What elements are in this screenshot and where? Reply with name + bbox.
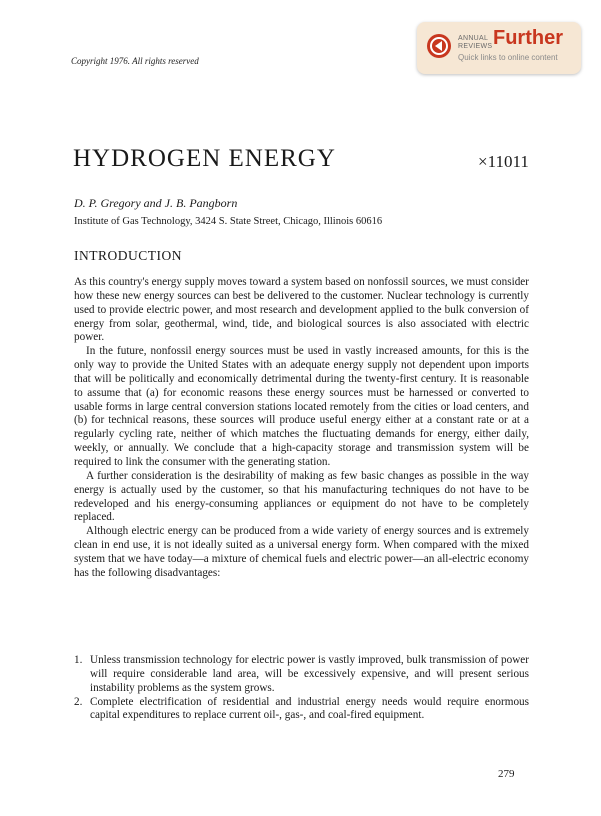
annual-reviews-further-badge[interactable] (417, 22, 581, 74)
author-affiliation: Institute of Gas Technology, 3424 S. State Street, Chicago, Illinois 60616 (74, 216, 383, 227)
article-authors: D. P. Gregory and J. B. Pangborn (74, 196, 238, 210)
section-heading: INTRODUCTION (74, 248, 182, 263)
article-code: ×11011 (478, 152, 529, 171)
article-body (74, 276, 529, 581)
list-item (74, 654, 529, 696)
paragraph: In the future, nonfossil energy sources must be used in vastly increased amounts, for this is the only way to provide the United States with an adequate energy supply not dependent upon imports that will be politically and economically detrimental during the twenty-first century. It is reasonable to assume that (a) for economic reasons these energy sources must be harnessed or converted to usable forms in large central conversion stations located remotely from the cities or load centers, and (b) for technical reasons, these sources will produce useful energy either at a constant rate or at a regularly cycling rate, neither of which matches the fluctuating demands for energy, either daily, weekly, or annually. We conclude that a high-capacity storage and transmission system will be required to link the consumer with the generating station. (74, 345, 529, 468)
annual-reviews-label: ANNUAL REVIEWS (458, 35, 493, 50)
list-item-number: 2. (74, 695, 83, 708)
annual-reviews-logo-icon (427, 34, 451, 58)
disadvantages-list (74, 654, 529, 723)
list-item-text: Unless transmission technology for electric power is vastly improved, bulk transmission of power will require considerable land area, will be excessively expensive, and will present serious instability problems as the system grows. (90, 654, 529, 694)
list-item-number: 1. (74, 654, 83, 666)
paragraph: As this country's energy supply moves toward a system based on nonfossil sources, we must consider how these new energy sources can best be delivered to the customer. Nuclear technology is currently used to provide electric power, and most research and development applied to the bulk conversion of energy from solar, geothermal, wind, tide, and biological sources is also associated with electric power. (74, 276, 529, 344)
list-item (74, 696, 529, 724)
paragraph: A further consideration is the desirability of making as few basic changes as possible in the way energy is actually used by the customer, so that his manufacturing techniques do not have to be redeveloped and his energy-consuming appliances or equipment do not have to be completely replaced. (74, 469, 529, 524)
page-number: 279 (498, 768, 515, 780)
copyright-notice: Copyright 1976. All rights reserved (71, 56, 199, 66)
list-item-text: Complete electrification of residential and industrial energy needs would require enormous capital expenditures to replace current oil-, gas-, and coal-fired equipment. (90, 695, 529, 722)
further-label: Further (493, 27, 563, 49)
paragraph: Although electric energy can be produced from a wide variety of energy sources and is extremely clean in end use, it is not ideally suited as a universal energy form. When compared with the mixed system that we have today—a mixture of chemical fuels and electric power—an all-electric economy has the following disadvantages: (74, 525, 529, 579)
article-title: HYDROGEN ENERGY (73, 145, 336, 172)
badge-subtitle: Quick links to online content (458, 53, 558, 62)
